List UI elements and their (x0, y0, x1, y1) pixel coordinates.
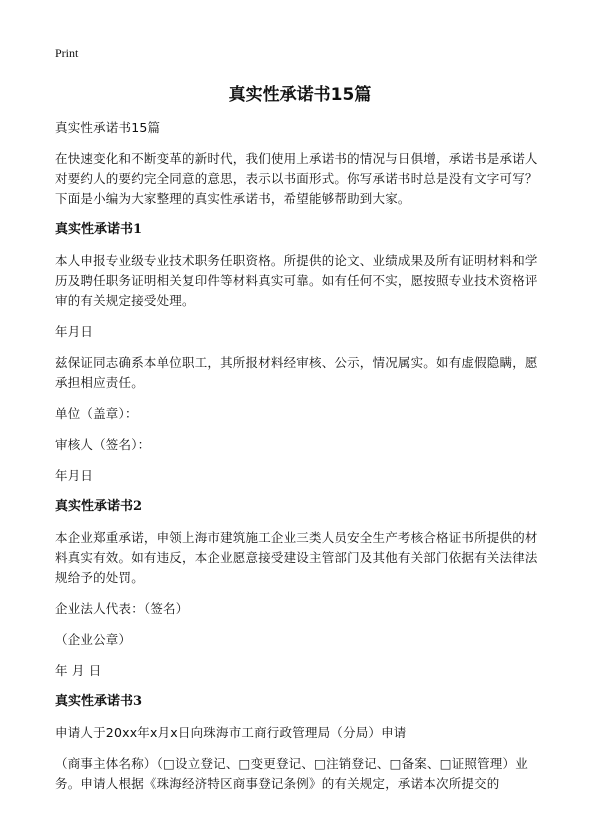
page-title: 真实性承诺书15篇 (228, 85, 372, 105)
section3-paragraph1: 申请人于20xx年x月x日向珠海市工商行政管理局（分局）申请 (55, 725, 407, 740)
section1-paragraph2: 兹保证同志确系本单位职工，其所报材料经审核、公示，情况属实。如有虚假隐瞒，愿承担相应责任。 (55, 355, 538, 390)
section3-paragraph2: （商事主体名称）（□设立登记、□变更登记、□注销登记、□备案、□证照管理）业务。申请人根据《珠海经济特区商事登记条例》的有关规定，承诺本次所提交的 (55, 756, 528, 791)
intro-heading: 真实性承诺书15篇 (55, 120, 161, 135)
section3-heading: 真实性承诺书3 (55, 694, 143, 709)
section1-unit-seal: 单位（盖章）： (55, 406, 138, 421)
print-link[interactable]: Print (55, 46, 79, 60)
section2-heading: 真实性承诺书2 (55, 499, 143, 514)
section1-reviewer: 审核人（签名）： (55, 437, 151, 452)
intro-paragraph: 在快速变化和不断变革的新时代，我们使用上承诺书的情况与日俱增，承诺书是承诺人对要约人的要约完全同意的意思，表示以书面形式。你写承诺书时总是没有文字可写？下面是小编为大家整理的真实性承诺书，希望能够帮助到大家。 (55, 151, 538, 206)
section1-heading: 真实性承诺书1 (55, 222, 143, 237)
document-body (55, 118, 547, 805)
section2-date: 年 月 日 (55, 663, 102, 678)
section2-paragraph1: 本企业郑重承诺，申领上海市建筑施工企业三类人员安全生产考核合格证书所提供的材料真实有效。如有违反，本企业愿意接受建设主管部门及其他有关部门依据有关法律法规给予的处罚。 (55, 530, 538, 585)
section1-date1: 年月日 (55, 324, 94, 339)
section1-paragraph1: 本人申报专业级专业技术职务任职资格。所提供的论文、业绩成果及所有证明材料和学历及聘任职务证明相关复印件等材料真实可靠。如有任何不实，愿按照专业技术资格评审的有关规定接受处理。 (55, 253, 538, 308)
section1-date2: 年月日 (55, 468, 94, 483)
section2-legal-rep: 企业法人代表：（签名） (55, 601, 189, 616)
section2-seal: （企业公章） (55, 632, 132, 647)
